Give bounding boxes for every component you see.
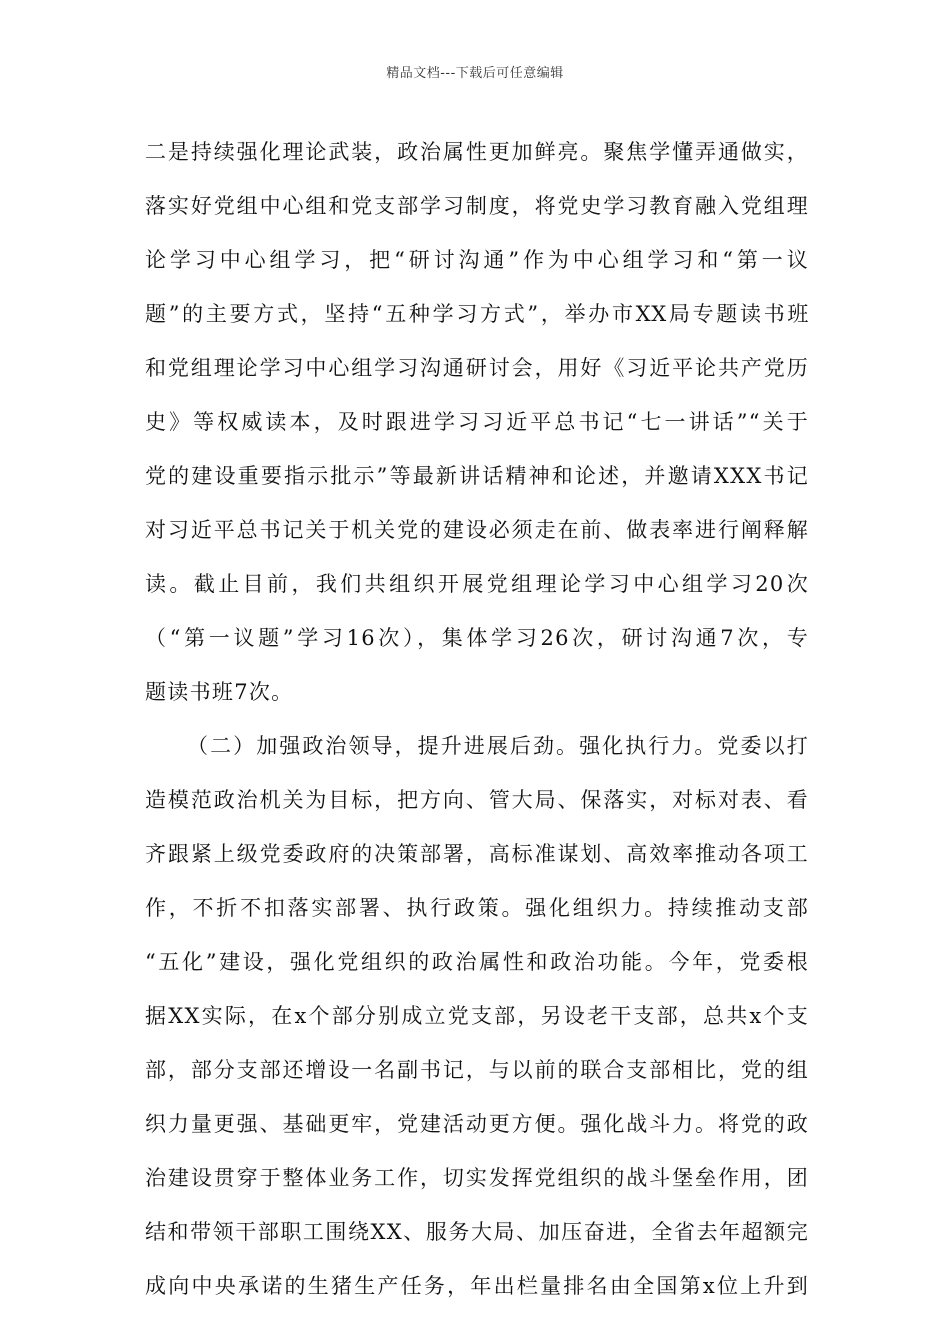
- paragraph-1-line-11: 题读书班7次。: [145, 680, 294, 704]
- paragraph-2-line-7: 部，部分支部还增设一名副书记，与以前的联合支部相比，党的组: [145, 1058, 809, 1082]
- paragraph-2-line-11: 成向中央承诺的生猪生产任务，年出栏量排名由全国第x位上升到: [145, 1274, 809, 1298]
- paragraph-1-line-6: 史》等权威读本，及时跟进学习习近平总书记“七一讲话”“关于: [145, 410, 809, 434]
- paragraph-1-line-10: （“第一议题”学习16次），集体学习26次，研讨沟通7次，专: [145, 626, 809, 650]
- paragraph-2-line-2: 造模范政治机关为目标，把方向、管大局、保落实，对标对表、看: [145, 788, 809, 812]
- paragraph-1-line-5: 和党组理论学习中心组学习沟通研讨会，用好《习近平论共产党历: [145, 356, 809, 380]
- paragraph-2-line-3: 齐跟紧上级党委政府的决策部署，高标准谋划、高效率推动各项工: [145, 842, 809, 866]
- paragraph-2-line-1: （二）加强政治领导，提升进展后劲。强化执行力。党委以打: [187, 734, 809, 758]
- paragraph-1-line-4: 题”的主要方式，坚持“五种学习方式”，举办市XX局专题读书班: [145, 302, 809, 326]
- paragraph-1-line-1: 二是持续强化理论武装，政治属性更加鲜亮。聚焦学懂弄通做实，: [145, 140, 809, 164]
- paragraph-2-line-8: 织力量更强、基础更牢，党建活动更方便。强化战斗力。将党的政: [145, 1112, 809, 1136]
- page-header-watermark: 精品文档---下载后可任意编辑: [386, 66, 564, 81]
- paragraph-1-line-9: 读。截止目前，我们共组织开展党组理论学习中心组学习20次: [145, 572, 809, 596]
- paragraph-1-line-2: 落实好党组中心组和党支部学习制度，将党史学习教育融入党组理: [145, 194, 809, 218]
- paragraph-1-line-3: 论学习中心组学习，把“研讨沟通”作为中心组学习和“第一议: [145, 248, 809, 272]
- paragraph-2-line-10: 结和带领干部职工围绕XX、服务大局、加压奋进，全省去年超额完: [145, 1220, 809, 1244]
- paragraph-2-line-6: 据XX实际，在x个部分别成立党支部，另设老干支部，总共x个支: [145, 1004, 809, 1028]
- paragraph-1-line-8: 对习近平总书记关于机关党的建设必须走在前、做表率进行阐释解: [145, 518, 809, 542]
- paragraph-2-line-9: 治建设贯穿于整体业务工作，切实发挥党组织的战斗堡垒作用，团: [145, 1166, 809, 1190]
- paragraph-2-line-4: 作，不折不扣落实部署、执行政策。强化组织力。持续推动支部: [145, 896, 809, 920]
- document-body: [145, 134, 809, 1322]
- paragraph-1-line-7: 党的建设重要指示批示”等最新讲话精神和论述，并邀请XXX书记: [145, 464, 809, 488]
- paragraph-2-line-5: “五化”建设，强化党组织的政治属性和政治功能。今年，党委根: [145, 950, 809, 974]
